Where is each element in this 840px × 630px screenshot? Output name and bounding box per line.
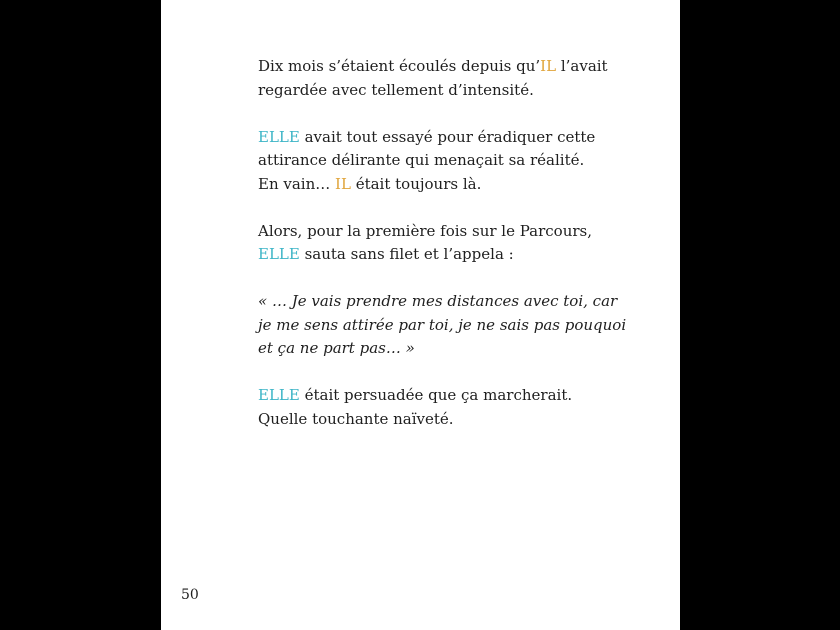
book-page <box>161 0 680 630</box>
text-line: regardée avec tellement d’intensité. <box>258 80 534 99</box>
text-line: attirance délirante qui menaçait sa réalité. <box>258 151 585 169</box>
elle-highlight: ELLE <box>258 245 300 263</box>
quote-line: « … Je vais prendre mes distances avec toi, car <box>258 292 618 310</box>
text-line <box>258 243 658 267</box>
quote-line: je me sens attirée par toi, je ne sais pas pouquoi <box>258 315 627 334</box>
text-span: Dix mois s’étaient écoulés depuis qu’ <box>258 57 541 75</box>
text-line: Alors, pour la première fois sur le Parcours, <box>258 221 593 240</box>
text-span: était persuadée que ça marcherait. <box>299 386 573 404</box>
page-text <box>258 55 658 455</box>
paragraph-1 <box>258 55 658 102</box>
text-span: l’avait <box>556 57 608 75</box>
quote-line: et ça ne part pas… » <box>258 339 415 357</box>
elle-highlight: ELLE <box>258 386 300 404</box>
paragraph-3 <box>258 220 658 267</box>
il-highlight: IL <box>540 57 557 75</box>
text-span: sauta sans filet et l’appela : <box>299 245 514 263</box>
text-line <box>258 384 658 408</box>
text-line: Quelle touchante naïveté. <box>258 409 454 428</box>
paragraph-2 <box>258 126 658 197</box>
text-line <box>258 173 658 197</box>
text-line <box>258 126 658 150</box>
quote-paragraph <box>258 290 658 361</box>
text-line <box>258 55 658 79</box>
text-span: avait tout essayé pour éradiquer cette <box>299 127 596 146</box>
elle-highlight: ELLE <box>258 127 300 146</box>
page-number: 50 <box>181 587 199 603</box>
paragraph-5 <box>258 384 658 431</box>
il-highlight: IL <box>335 174 351 193</box>
text-span: était toujours là. <box>350 174 482 193</box>
text-span: En vain… <box>258 174 336 193</box>
